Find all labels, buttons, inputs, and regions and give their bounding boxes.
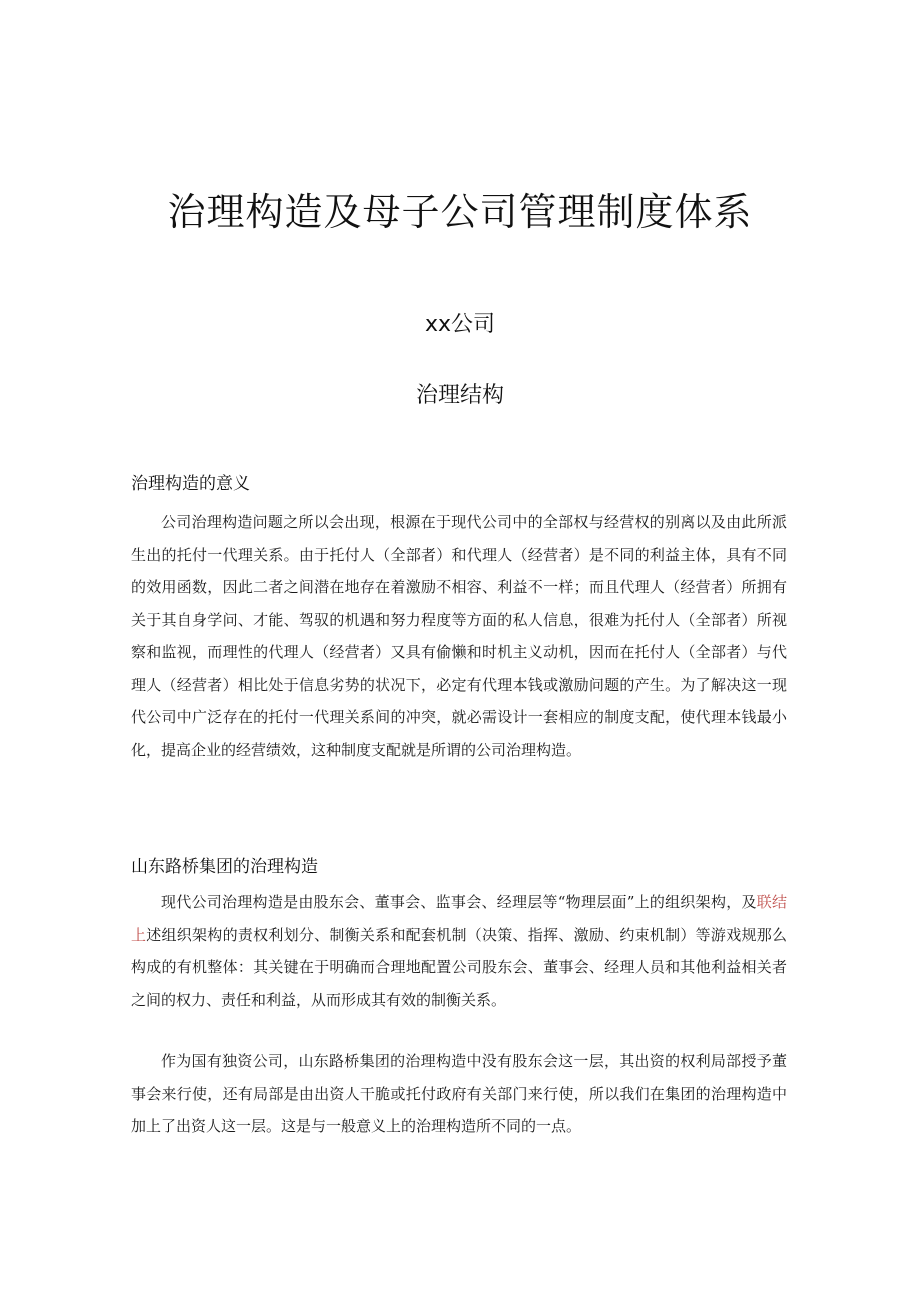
paragraph-state-owned: 作为国有独资公司，山东路桥集团的治理构造中没有股东会这一层，其出资的权利局部授予董事会来行使，还有局部是由出资人干脆或托付政府有关部门来行使，所以我们在集团的治理构造中加上了出资人这一层。这是与一般意义上的治理构造所不同的一点。 xyxy=(131,1052,787,1135)
document-title: 治理构造及母子公司管理制度体系 xyxy=(167,190,753,234)
section-heading-shandong: 山东路桥集团的治理构造 xyxy=(131,857,318,877)
company-name: xx公司 xyxy=(424,312,496,337)
document-subtitle: 治理结构 xyxy=(415,383,504,408)
paragraph-text-before-link: 现代公司治理构造是由股东会、董事会、监事会、经理层等“物理层面”上的组织架构，及 xyxy=(161,893,757,911)
section-heading-meaning: 治理构造的意义 xyxy=(131,474,250,494)
paragraph-text-after-link: 述组织架构的责权利划分、制衡关系和配套机制（决策、指挥、激励、约束机制）等游戏规那么构成的有机整体：其关键在于明确而合理地配置公司股东会、董事会、经理人员和其他利益相关者之间的权力、责任和利益，从而形成其有效的制衡关系。 xyxy=(131,925,787,1009)
linked-term[interactable]: 联结上 xyxy=(131,893,787,944)
paragraph-governance-meaning: 公司治理构造问题之所以会出现，根源在于现代公司中的全部权与经营权的别离以及由此所派生出的托付一代理关系。由于托付人（全部者）和代理人（经营者）是不同的利益主体，具有不同的效用函数，因此二者之间潜在地存在着激励不相容、利益不一样；而且代理人（经营者）所拥有关于其自身学问、才能、驾驭的机遇和努力程度等方面的私人信息，很难为托付人（全部者）所视察和监视，而理性的代理人（经营者）又具有偷懒和时机主义动机，因而在托付人（全部者）与代理人（经营者）相比处于信息劣势的状况下，必定有代理本钱或激励问题的产生。为了解决这一现代公司中广泛存在的托付一代理关系间的冲突，就必需设计一套相应的制度支配，使代理本钱最小化，提高企业的经营绩效，这种制度支配就是所谓的公司治理构造。 xyxy=(131,513,787,759)
paragraph-modern-governance xyxy=(131,886,787,1016)
